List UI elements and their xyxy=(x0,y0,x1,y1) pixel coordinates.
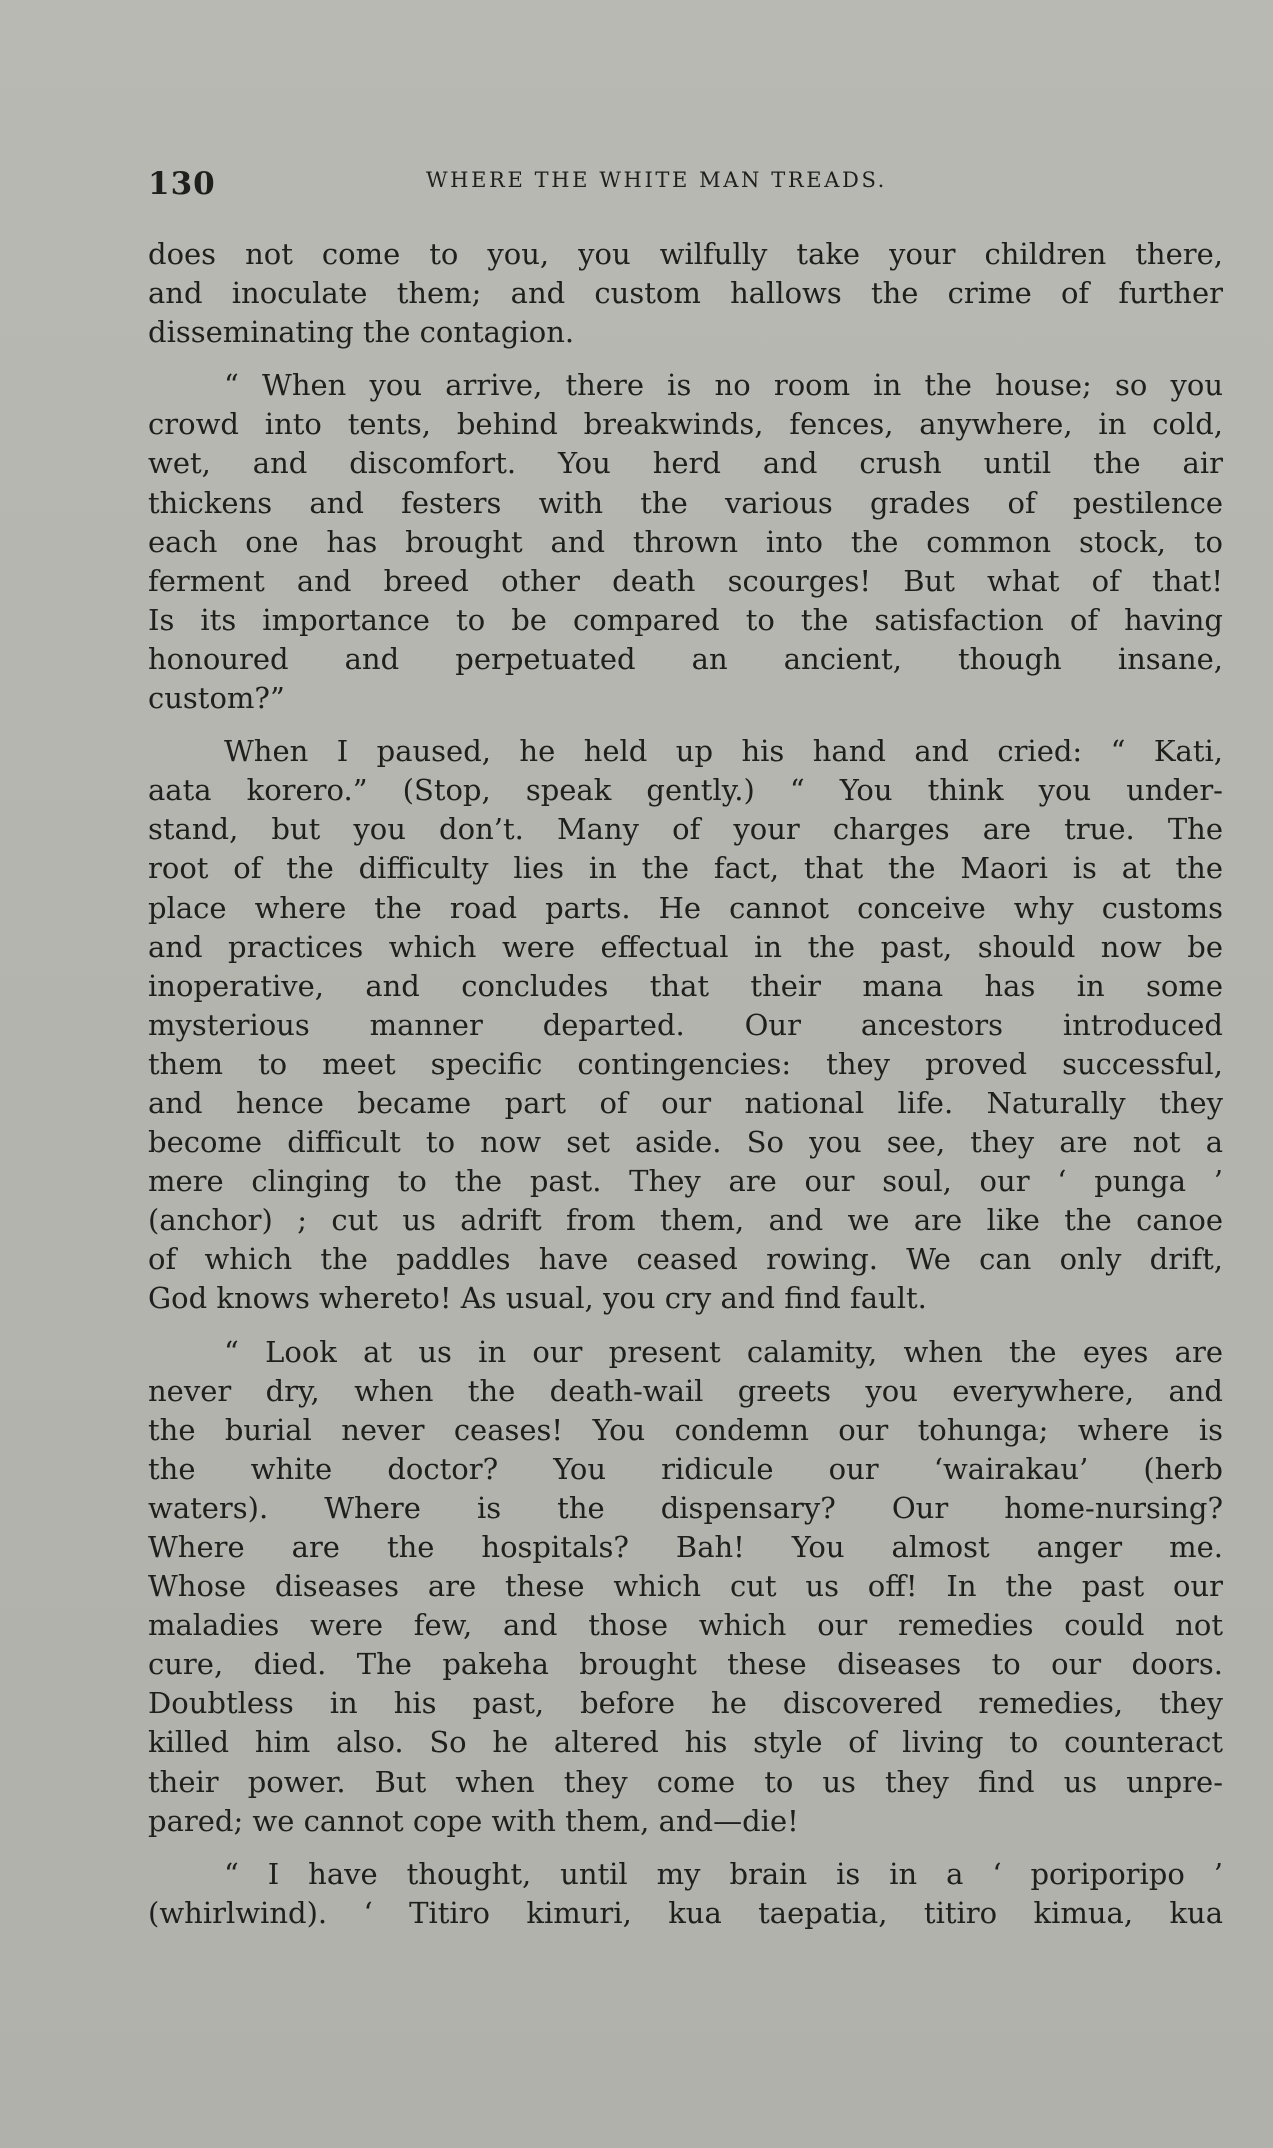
text-line: Where are the hospitals? Bah! You almost anger me. xyxy=(148,1530,1223,1564)
paragraph xyxy=(148,366,1223,718)
text-line: “ Look at us in our present calamity, when the eyes are xyxy=(224,1334,1223,1369)
text-line: waters). Where is the dispensary? Our home-nursing? xyxy=(148,1490,1223,1525)
text-line: mysterious manner departed. Our ancestors introduced xyxy=(148,1007,1223,1042)
text-line: does not come to you, you wilfully take your children there, xyxy=(148,237,1223,271)
running-title: WHERE THE WHITE MAN TREADS. xyxy=(426,168,887,192)
text-line: aata korero.” (Stop, speak gently.) “ You think you under- xyxy=(148,773,1223,808)
text-line: place where the road parts. He cannot conceive why customs xyxy=(148,890,1223,925)
text-line: cure, died. The pakeha brought these diseases to our doors. xyxy=(148,1647,1223,1682)
text-line: inoperative, and concludes that their mana has in some xyxy=(148,968,1223,1003)
text-line: crowd into tents, behind breakwinds, fences, anywhere, in cold, xyxy=(148,407,1223,442)
text-line: and inoculate them; and custom hallows the crime of further xyxy=(148,276,1223,311)
paragraph xyxy=(148,732,1223,1318)
text-line: (anchor) ; cut us adrift from them, and we are like the canoe xyxy=(148,1203,1223,1238)
running-head xyxy=(146,162,1226,202)
text-line: them to meet specific contingencies: they proved successful, xyxy=(148,1046,1223,1081)
paragraph xyxy=(148,1855,1223,1933)
text-line: (whirlwind). ‘ Titiro kimuri, kua taepatia, titiro kimua, kua xyxy=(148,1895,1223,1930)
text-line: of which the paddles have ceased rowing. We can only drift, xyxy=(148,1242,1223,1277)
body-text xyxy=(148,235,1223,1933)
text-line: God knows whereto! As usual, you cry and find fault. xyxy=(148,1281,927,1316)
text-line: Is its importance to be compared to the satisfaction of having xyxy=(148,602,1223,637)
text-line: stand, but you don’t. Many of your charges are true. The xyxy=(148,812,1223,847)
text-line: custom?” xyxy=(148,681,285,716)
text-line: disseminating the contagion. xyxy=(148,315,575,350)
text-line: and practices which were effectual in the past, should now be xyxy=(148,929,1223,964)
paragraph xyxy=(148,235,1223,352)
text-line: never dry, when the death-wail greets you everywhere, and xyxy=(148,1373,1223,1408)
text-line: wet, and discomfort. You herd and crush until the air xyxy=(148,446,1223,481)
text-line: Whose diseases are these which cut us off! In the past our xyxy=(148,1569,1223,1604)
text-line: the white doctor? You ridicule our ‘wairakau’ (herb xyxy=(148,1451,1223,1486)
text-line: the burial never ceases! You condemn our tohunga; where is xyxy=(148,1412,1223,1447)
text-line: Doubtless in his past, before he discovered remedies, they xyxy=(148,1686,1223,1721)
text-line: When I paused, he held up his hand and cried: “ Kati, xyxy=(224,734,1223,769)
text-line: become difficult to now set aside. So you see, they are not a xyxy=(148,1125,1223,1160)
paragraph xyxy=(148,1333,1223,1841)
text-line: and hence became part of our national life. Naturally they xyxy=(148,1085,1223,1120)
text-line: maladies were few, and those which our remedies could not xyxy=(148,1608,1223,1643)
text-line: thickens and festers with the various grades of pestilence xyxy=(148,485,1223,520)
text-line: honoured and perpetuated an ancient, though insane, xyxy=(148,641,1223,676)
text-line: each one has brought and thrown into the common stock, to xyxy=(148,524,1223,559)
text-line: pared; we cannot cope with them, and—die! xyxy=(148,1803,799,1838)
text-line: mere clinging to the past. They are our soul, our ‘ punga ’ xyxy=(148,1164,1223,1199)
text-line: their power. But when they come to us they find us unpre- xyxy=(148,1764,1223,1799)
text-line: “ I have thought, until my brain is in a ‘ poriporipo ’ xyxy=(224,1856,1223,1891)
text-line: root of the difficulty lies in the fact, that the Maori is at the xyxy=(148,851,1223,886)
text-line: killed him also. So he altered his style of living to counteract xyxy=(148,1725,1223,1760)
text-line: “ When you arrive, there is no room in the house; so you xyxy=(224,368,1223,403)
text-line: ferment and breed other death scourges! But what of that! xyxy=(148,563,1223,598)
page-number: 130 xyxy=(148,166,216,202)
